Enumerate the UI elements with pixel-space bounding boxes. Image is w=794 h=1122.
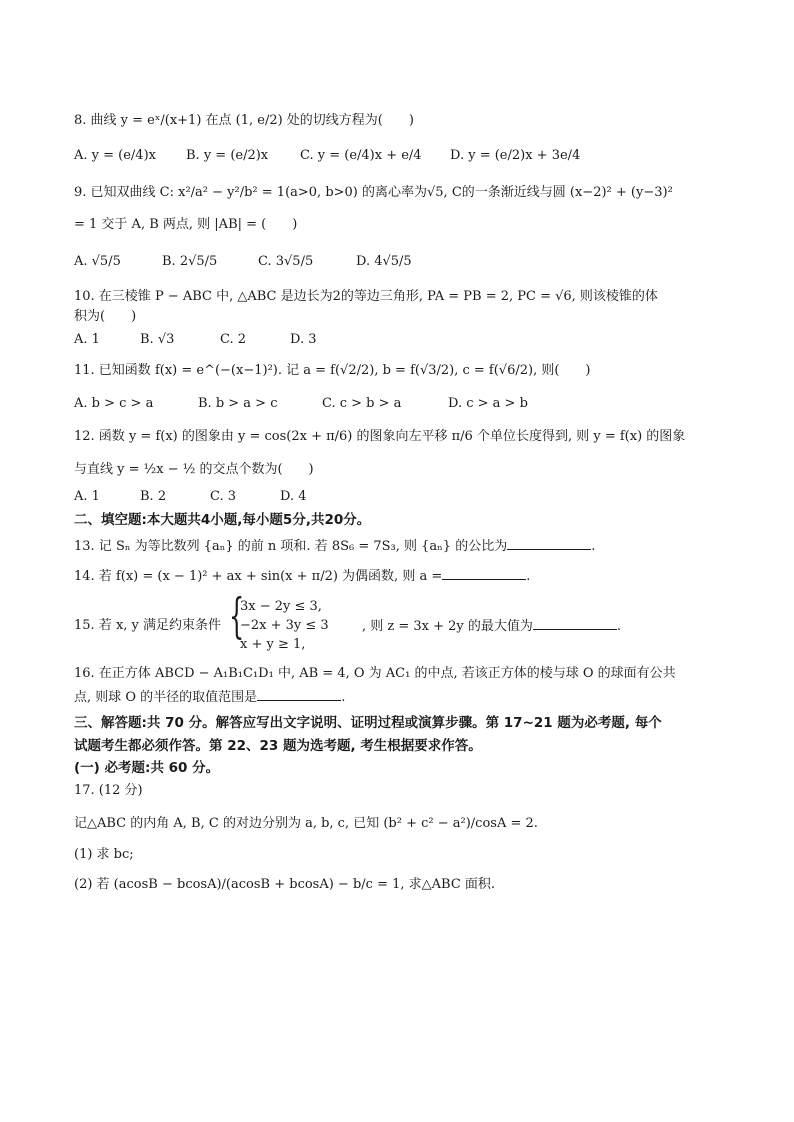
section-3-heading-line2: 试题考生都必须作答。第 22、23 题为选考题, 考生根据要求作答。: [74, 738, 482, 754]
q9-option-b: B. 2√5/5: [162, 254, 218, 269]
q9-option-d: D. 4√5/5: [356, 254, 412, 269]
q15-constraint-1: 3x − 2y ≤ 3,: [240, 599, 322, 614]
q14-after: .: [526, 569, 531, 584]
q10-stem-line1: 10. 在三棱锥 P − ABC 中, △ABC 是边长为2的等边三角形, PA = PB = 2, PC = √6, 则该棱锥的体: [74, 289, 658, 304]
section-3-sub-heading: (一) 必考题:共 60 分。: [74, 760, 220, 776]
q15-prefix: 15. 若 x, y 满足约束条件: [74, 618, 222, 633]
q12-stem-line2: 与直线 y = ½x − ½ 的交点个数为( ): [74, 462, 314, 477]
q11-option-c: C. c > b > a: [322, 396, 402, 411]
q12-option-d: D. 4: [280, 489, 307, 504]
q15-constraint-2: −2x + 3y ≤ 3: [240, 618, 329, 633]
q13-text: 13. 记 Sₙ 为等比数列 {aₙ} 的前 n 项和. 若 8S₆ = 7S₃, 则 {aₙ} 的公比为: [74, 539, 508, 554]
q17-stem: 记△ABC 的内角 A, B, C 的对边分别为 a, b, c, 已知 (b² + c² − a²)/cosA = 2.: [74, 816, 538, 831]
q13: [74, 537, 595, 556]
q8-option-a: A. y = (e/4)x: [74, 148, 156, 163]
q8-option-d: D. y = (e/2)x + 3e/4: [450, 148, 581, 163]
q11-option-b: B. b > a > c: [198, 396, 278, 411]
q16-line2: [74, 688, 345, 707]
q11-option-d: D. c > a > b: [448, 396, 528, 411]
q15-constraint-3: x + y ≥ 1,: [240, 637, 306, 652]
q8-stem: 8. 曲线 y = eˣ/(x+1) 在点 (1, e/2) 处的切线方程为( ): [74, 113, 414, 128]
q9-option-c: C. 3√5/5: [258, 254, 314, 269]
q9-stem-line2: = 1 交于 A, B 两点, 则 |AB| = ( ): [74, 217, 298, 232]
section-2-heading: 二、填空题:本大题共4小题,每小题5分,共20分。: [74, 512, 371, 528]
q10-option-b: B. √3: [140, 332, 175, 347]
q16-after: .: [341, 690, 346, 705]
q15-suffix: [362, 617, 621, 636]
q11-stem: 11. 已知函数 f(x) = e^(−(x−1)²). 记 a = f(√2/2), b = f(√3/2), c = f(√6/2), 则( ): [74, 363, 591, 378]
section-3-heading-line1: 三、解答题:共 70 分。解答应写出文字说明、证明过程或演算步骤。第 17~21 题为必考题, 每个: [74, 715, 662, 731]
q15-after: .: [616, 619, 622, 634]
q12-option-b: B. 2: [140, 489, 167, 504]
q16-line2-text: 点, 则球 O 的半径的取值范围是: [74, 690, 258, 705]
q15-answer-blank[interactable]: [533, 617, 617, 630]
q15-brace: {: [229, 588, 245, 644]
q14: [74, 567, 530, 586]
q10-option-d: D. 3: [290, 332, 317, 347]
q16-line1: 16. 在正方体 ABCD − A₁B₁C₁D₁ 中, AB = 4, O 为 AC₁ 的中点, 若该正方体的棱与球 O 的球面有公共: [74, 666, 676, 681]
q14-answer-blank[interactable]: [442, 567, 526, 580]
q14-text: 14. 若 f(x) = (x − 1)² + ax + sin(x + π/2) 为偶函数, 则 a =: [74, 569, 443, 584]
q8-option-c: C. y = (e/4)x + e/4: [300, 148, 422, 163]
q17-part2: (2) 若 (acosB − bcosA)/(acosB + bcosA) − b/c = 1, 求△ABC 面积.: [74, 877, 496, 892]
q13-answer-blank[interactable]: [507, 537, 591, 550]
q9-option-a: A. √5/5: [74, 254, 121, 269]
q10-option-a: A. 1: [74, 332, 100, 347]
q12-option-c: C. 3: [210, 489, 237, 504]
q9-stem-line1: 9. 已知双曲线 C: x²/a² − y²/b² = 1(a>0, b>0) 的离心率为√5, C的一条渐近线与圆 (x−2)² + (y−3)²: [74, 185, 673, 200]
q12-option-a: A. 1: [74, 489, 100, 504]
q12-stem-line1: 12. 函数 y = f(x) 的图象由 y = cos(2x + π/6) 的图象向左平移 π/6 个单位长度得到, 则 y = f(x) 的图象: [74, 429, 686, 444]
q15-suffix-text: , 则 z = 3x + 2y 的最大值为: [362, 619, 533, 634]
q13-after: .: [591, 539, 596, 554]
q16-answer-blank[interactable]: [257, 688, 341, 701]
q17-number: 17. (12 分): [74, 783, 143, 798]
q8-option-b: B. y = (e/2)x: [186, 148, 269, 163]
q17-part1: (1) 求 bc;: [74, 847, 134, 862]
q10-option-c: C. 2: [220, 332, 247, 347]
q11-option-a: A. b > c > a: [74, 396, 154, 411]
q10-stem-line2: 积为( ): [74, 309, 137, 324]
